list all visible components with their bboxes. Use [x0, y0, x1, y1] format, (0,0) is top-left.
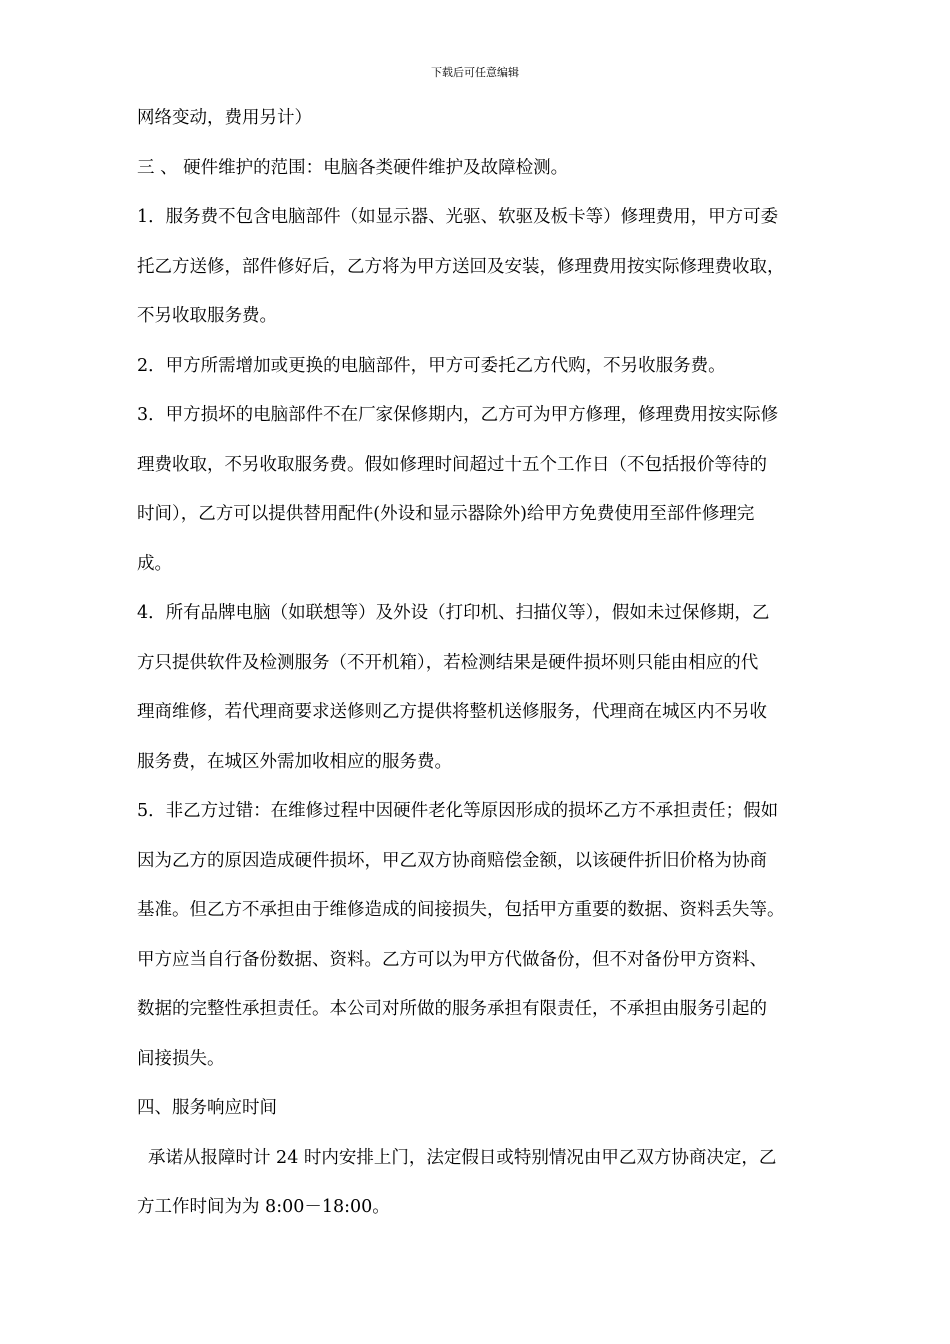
paragraph-line: 因为乙方的原因造成硬件损坏，甲乙双方协商赔偿金额，以该硬件折旧价格为协商 — [137, 850, 767, 871]
paragraph-line: 1．服务费不包含电脑部件（如显示器、光驱、软驱及板卡等）修理费用，甲方可委 — [137, 207, 779, 227]
paragraph-line: 甲方应当自行备份数据、资料。乙方可以为甲方代做备份，但不对备份甲方资料、 — [137, 949, 767, 970]
section-heading-4: 四、服务响应时间 — [137, 1098, 277, 1118]
paragraph-line: 数据的完整性承担责任。本公司对所做的服务承担有限责任，不承担由服务引起的 — [137, 999, 767, 1019]
paragraph-line: 服务费，在城区外需加收相应的服务费。 — [137, 751, 452, 772]
section-heading-3: 三 、 硬件维护的范围：电脑各类硬件维护及故障检测。 — [137, 157, 569, 178]
paragraph-line: 网络变动，费用另计） — [137, 108, 312, 128]
paragraph-line: 3．甲方损坏的电脑部件不在厂家保修期内，乙方可为甲方修理，修理费用按实际修 — [137, 405, 779, 425]
paragraph-line: 间接损失。 — [137, 1048, 225, 1069]
paragraph-line: 方只提供软件及检测服务（不开机箱），若检测结果是硬件损坏则只能由相应的代 — [137, 652, 759, 673]
paragraph-line: 4．所有品牌电脑（如联想等）及外设（打印机、扫描仪等），假如未过保修期，乙 — [137, 603, 770, 623]
paragraph-line: 时间），乙方可以提供替用配件(外设和显示器除外)给甲方免费使用至部件修理完 — [137, 504, 755, 524]
paragraph-line: 理费收取，不另收取服务费。假如修理时间超过十五个工作日（不包括报价等待的 — [137, 454, 767, 475]
paragraph-line: 基准。但乙方不承担由于维修造成的间接损失，包括甲方重要的数据、资料丢失等。 — [137, 900, 785, 920]
paragraph-line: 理商维修，若代理商要求送修则乙方提供将整机送修服务，代理商在城区内不另收 — [137, 702, 767, 722]
paragraph-line: 方工作时间为为 8:00－18:00。 — [137, 1197, 390, 1217]
paragraph-line: 5．非乙方过错：在维修过程中因硬件老化等原因形成的损坏乙方不承担责任；假如 — [137, 801, 779, 821]
paragraph-line: 托乙方送修，部件修好后，乙方将为甲方送回及安装，修理费用按实际修理费收取， — [137, 256, 785, 277]
paragraph-line: 不另收取服务费。 — [137, 306, 277, 326]
paragraph-line: 承诺从报障时计 24 时内安排上门，法定假日或特别情况由甲乙双方协商决定，乙 — [148, 1147, 777, 1168]
page-header-note: 下载后可任意编辑 — [431, 66, 519, 79]
paragraph-line: 2．甲方所需增加或更换的电脑部件，甲方可委托乙方代购，不另收服务费。 — [137, 355, 726, 376]
document-body — [137, 98, 857, 1237]
paragraph-line: 成。 — [137, 553, 172, 574]
